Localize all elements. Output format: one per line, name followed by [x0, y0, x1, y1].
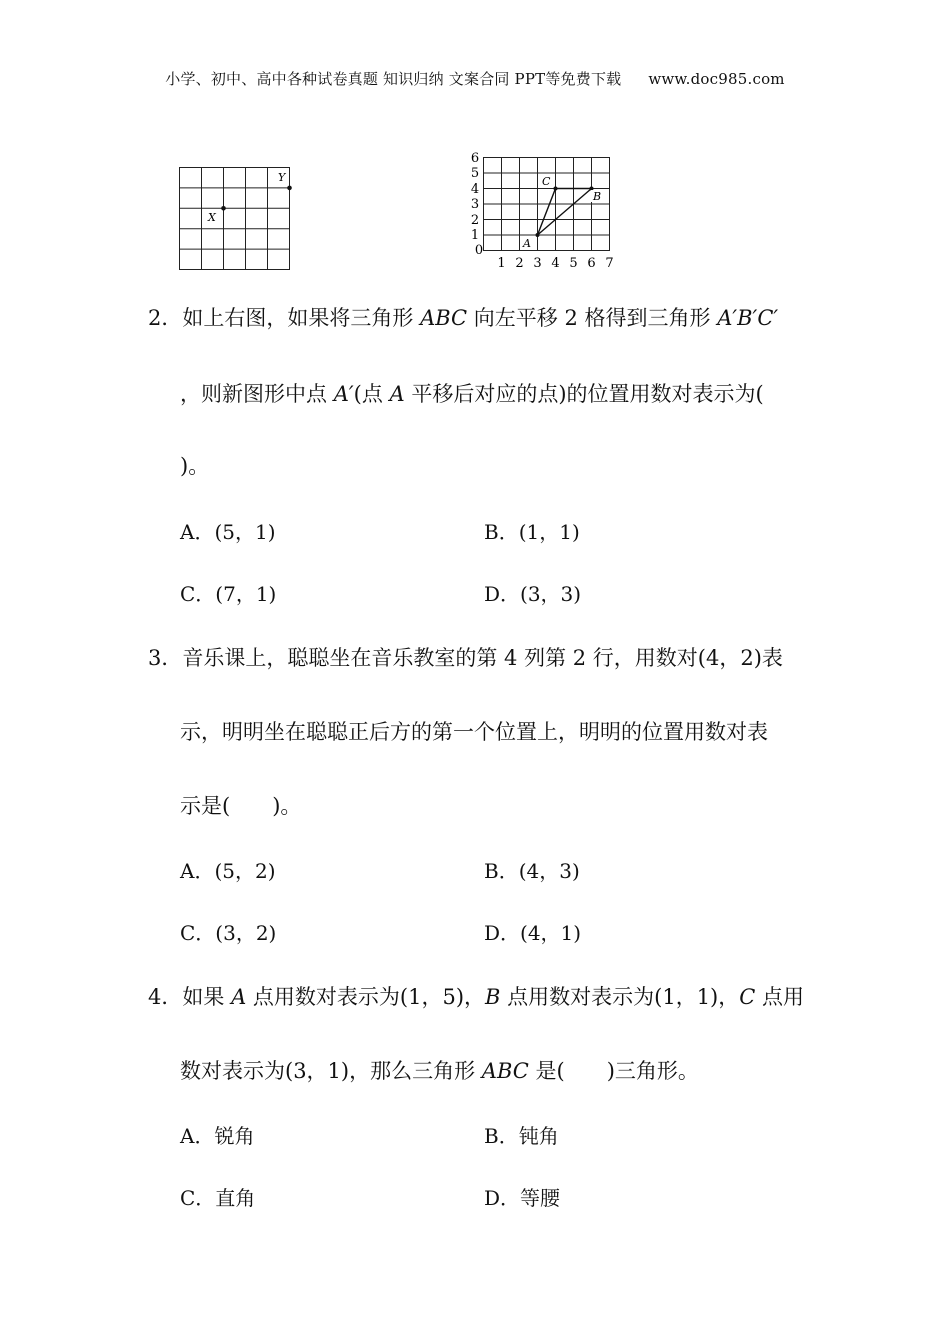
x-tick-6: 6	[587, 256, 596, 271]
q3-option-a[interactable]: A．(5，2)	[180, 859, 276, 883]
point-c-dot	[554, 187, 558, 191]
triangle-abc	[538, 189, 592, 236]
q4-text-A: A	[231, 985, 247, 1009]
y-tick-6: 6	[470, 151, 480, 166]
header-text: 小学、初中、高中各种试卷真题 知识归纳 文案合同 PPT等免费下载	[165, 70, 622, 88]
question-2-line-1	[148, 302, 778, 332]
q4-text-2a: 数对表示为(3，1)，那么三角形	[180, 1059, 482, 1083]
x-tick-0: 0	[474, 243, 484, 258]
q4-text-1a: 如果	[182, 985, 232, 1009]
y-tick-5: 5	[470, 166, 480, 181]
question-4-number: 4．	[148, 985, 183, 1009]
question-2-line-3: )。	[180, 454, 210, 478]
q4-option-d[interactable]: D．等腰	[484, 1186, 561, 1210]
q2-text-abc: ABC	[420, 306, 468, 330]
point-b-label: B	[593, 190, 602, 203]
x-tick-2: 2	[515, 256, 524, 271]
q3-text-1: 音乐课上，聪聪坐在音乐教室的第 4 列第 2 行，用数对(4，2)表	[182, 646, 783, 670]
question-4-line-2	[180, 1055, 699, 1085]
x-tick-7: 7	[605, 256, 614, 271]
q2-text-2a: ，则新图形中点	[180, 382, 334, 406]
q3-option-c[interactable]: C．(3，2)	[180, 921, 277, 945]
point-x-dot	[221, 206, 226, 211]
y-tick-3: 3	[470, 197, 480, 212]
question-4-line-1	[148, 981, 804, 1011]
q2-option-a[interactable]: A．(5，1)	[180, 520, 276, 544]
q4-option-b[interactable]: B．钝角	[484, 1124, 559, 1148]
y-tick-1: 1	[470, 228, 480, 243]
q2-text-2c: 平移后对应的点)的位置用数对表示为(	[404, 382, 764, 406]
header-url[interactable]: www.doc985.com	[648, 70, 785, 88]
page-header	[0, 68, 950, 89]
point-a-label: A	[523, 237, 531, 250]
q4-text-1d: 点用	[755, 985, 805, 1009]
question-3-line-3: 示是( )。	[180, 794, 302, 818]
point-c-label: C	[542, 175, 551, 188]
q4-option-a[interactable]: A．锐角	[180, 1124, 255, 1148]
point-x-label: X	[208, 211, 216, 224]
q2-text-2b: (点	[353, 382, 390, 406]
q4-text-1b: 点用数对表示为(1，5)，	[246, 985, 486, 1009]
question-3-line-1	[148, 642, 783, 672]
q4-text-2b: 是( )三角形。	[528, 1059, 699, 1083]
figure-right-coordinate-grid	[462, 148, 622, 274]
question-2-number: 2．	[148, 306, 183, 330]
left-grid-lines	[180, 168, 290, 270]
q3-option-b[interactable]: B．(4，3)	[484, 859, 580, 883]
q4-option-c[interactable]: C．直角	[180, 1186, 256, 1210]
q4-text-C: C	[739, 985, 756, 1009]
point-y-label: Y	[278, 171, 286, 184]
point-a-dot	[536, 233, 540, 237]
question-3-number: 3．	[148, 646, 183, 670]
q2-text-ap: A′	[333, 382, 354, 406]
question-3-line-2: 示，明明坐在聪聪正后方的第一个位置上，明明的位置用数对表	[180, 720, 768, 744]
q2-option-d[interactable]: D．(3，3)	[484, 582, 582, 606]
q2-option-b[interactable]: B．(1，1)	[484, 520, 580, 544]
q2-text-1b: 向左平移 2 格得到三角形	[467, 306, 718, 330]
question-2-line-2	[180, 378, 764, 408]
q4-text-abc: ABC	[481, 1059, 529, 1083]
q4-text-B: B	[485, 985, 501, 1009]
q2-text-prime: A′B′C′	[717, 306, 779, 330]
q2-text-1a: 如上右图，如果将三角形	[182, 306, 421, 330]
q4-text-1c: 点用数对表示为(1，1)，	[500, 985, 740, 1009]
x-tick-4: 4	[551, 256, 560, 271]
x-tick-1: 1	[497, 256, 506, 271]
q2-text-a2: A	[389, 382, 405, 406]
point-y-dot	[287, 186, 292, 191]
q3-option-d[interactable]: D．(4，1)	[484, 921, 582, 945]
y-tick-4: 4	[470, 182, 480, 197]
x-tick-3: 3	[533, 256, 542, 271]
y-tick-2: 2	[470, 213, 480, 228]
figure-left-grid	[178, 166, 292, 272]
coordinate-grid-svg	[462, 148, 622, 274]
left-grid-svg	[178, 166, 292, 272]
q2-option-c[interactable]: C．(7，1)	[180, 582, 277, 606]
x-tick-5: 5	[569, 256, 578, 271]
coordinate-grid-lines	[484, 158, 610, 251]
